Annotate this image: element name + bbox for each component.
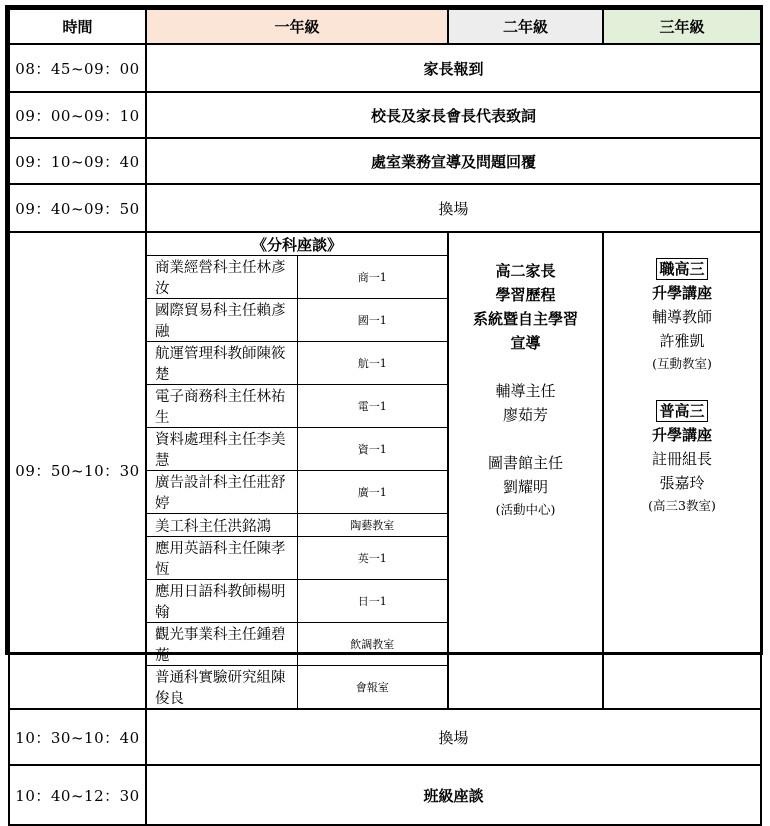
grade3-a-role: 輔導教師 xyxy=(651,308,712,326)
event-cell: 校長及家長會長代表致詞 xyxy=(146,92,761,138)
grade3-a-title: 升學講座 xyxy=(651,284,712,302)
header-grade1: 一年級 xyxy=(146,9,448,44)
grade2-line4: 宣導 xyxy=(510,334,541,352)
grade3-b-tag: 普高三 xyxy=(656,400,707,422)
department-label: 廣告設計科主任莊舒婷 xyxy=(147,471,297,514)
grade2-panel xyxy=(448,232,603,709)
grade2-speaker2-role: 圖書館主任 xyxy=(487,454,563,472)
time-cell: 10：40~12：30 xyxy=(9,765,146,825)
event-cell: 換場 xyxy=(146,709,761,765)
department-room: 電一1 xyxy=(297,385,447,428)
schedule-row xyxy=(9,44,761,92)
department-room: 日一1 xyxy=(297,580,447,623)
department-room: 國一1 xyxy=(297,299,447,342)
department-room: 資一1 xyxy=(297,428,447,471)
schedule-row xyxy=(9,184,761,232)
grade3-panel xyxy=(603,232,761,709)
time-cell: 09：10~09：40 xyxy=(9,138,146,184)
grade3-a-location: (互動教室) xyxy=(652,356,712,371)
department-row xyxy=(147,428,447,471)
grade3-b-location: (高三3教室) xyxy=(648,498,716,513)
schedule-table xyxy=(8,8,762,826)
event-cell: 換場 xyxy=(146,184,761,232)
department-label: 觀光事業科主任鍾碧葹 xyxy=(147,623,297,666)
department-row xyxy=(147,299,447,342)
department-room: 會報室 xyxy=(297,666,447,709)
department-row xyxy=(147,256,447,299)
department-room: 陶藝教室 xyxy=(297,514,447,537)
grade2-speaker2-name: 劉耀明 xyxy=(502,478,548,496)
department-row xyxy=(147,385,447,428)
grade3-b-role: 註冊組長 xyxy=(651,450,712,468)
department-label: 電子商務科主任林祐生 xyxy=(147,385,297,428)
grade3-b-title: 升學講座 xyxy=(651,426,712,444)
department-label: 應用英語科主任陳孝恆 xyxy=(147,537,297,580)
department-room: 航一1 xyxy=(297,342,447,385)
department-label: 美工科主任洪銘鴻 xyxy=(147,514,297,537)
header-row xyxy=(9,9,761,44)
department-label: 航運管理科教師陳筱楚 xyxy=(147,342,297,385)
department-row xyxy=(147,514,447,537)
department-row xyxy=(147,342,447,385)
grade3-a-tag: 職高三 xyxy=(656,258,707,280)
grade2-line3: 系統暨自主學習 xyxy=(472,310,578,328)
grade3-b-name: 張嘉玲 xyxy=(659,474,705,492)
grade2-speaker1-name: 廖茹芳 xyxy=(502,406,548,424)
department-row xyxy=(147,537,447,580)
header-grade3: 三年級 xyxy=(603,9,761,44)
grade2-line1: 高二家長 xyxy=(495,262,556,280)
grade1-panel xyxy=(146,232,448,709)
schedule-row xyxy=(9,765,761,825)
department-room: 飲調教室 xyxy=(297,623,447,666)
event-cell: 處室業務宣導及問題回覆 xyxy=(146,138,761,184)
grade2-line2: 學習歷程 xyxy=(495,286,556,304)
department-room: 廣一1 xyxy=(297,471,447,514)
department-title: 《分科座談》 xyxy=(147,233,447,256)
time-cell: 09：00~09：10 xyxy=(9,92,146,138)
schedule-row xyxy=(9,709,761,765)
department-row xyxy=(147,580,447,623)
department-label: 資料處理科主任李美慧 xyxy=(147,428,297,471)
schedule-row xyxy=(9,138,761,184)
event-cell: 班級座談 xyxy=(146,765,761,825)
department-room: 商一1 xyxy=(297,256,447,299)
schedule-row xyxy=(9,92,761,138)
department-label: 應用日語科教師楊明翰 xyxy=(147,580,297,623)
time-cell: 08：45~09：00 xyxy=(9,44,146,92)
department-row xyxy=(147,623,447,666)
grade2-location: (活動中心) xyxy=(495,502,556,517)
grade3-a-name: 許雅凱 xyxy=(659,332,705,350)
time-cell: 09：50~10：30 xyxy=(9,232,146,709)
department-table xyxy=(147,233,447,708)
header-time: 時間 xyxy=(9,9,146,44)
department-room: 英一1 xyxy=(297,537,447,580)
event-cell: 家長報到 xyxy=(146,44,761,92)
grade2-speaker1-role: 輔導主任 xyxy=(495,382,556,400)
department-label: 商業經營科主任林彥汝 xyxy=(147,256,297,299)
time-cell: 10：30~10：40 xyxy=(9,709,146,765)
department-row xyxy=(147,471,447,514)
header-grade2: 二年級 xyxy=(448,9,603,44)
department-label: 普通科實驗研究組陳俊良 xyxy=(147,666,297,709)
time-cell: 09：40~09：50 xyxy=(9,184,146,232)
department-row xyxy=(147,666,447,709)
department-label: 國際貿易科主任賴彥融 xyxy=(147,299,297,342)
schedule-row-breakout xyxy=(9,232,761,709)
